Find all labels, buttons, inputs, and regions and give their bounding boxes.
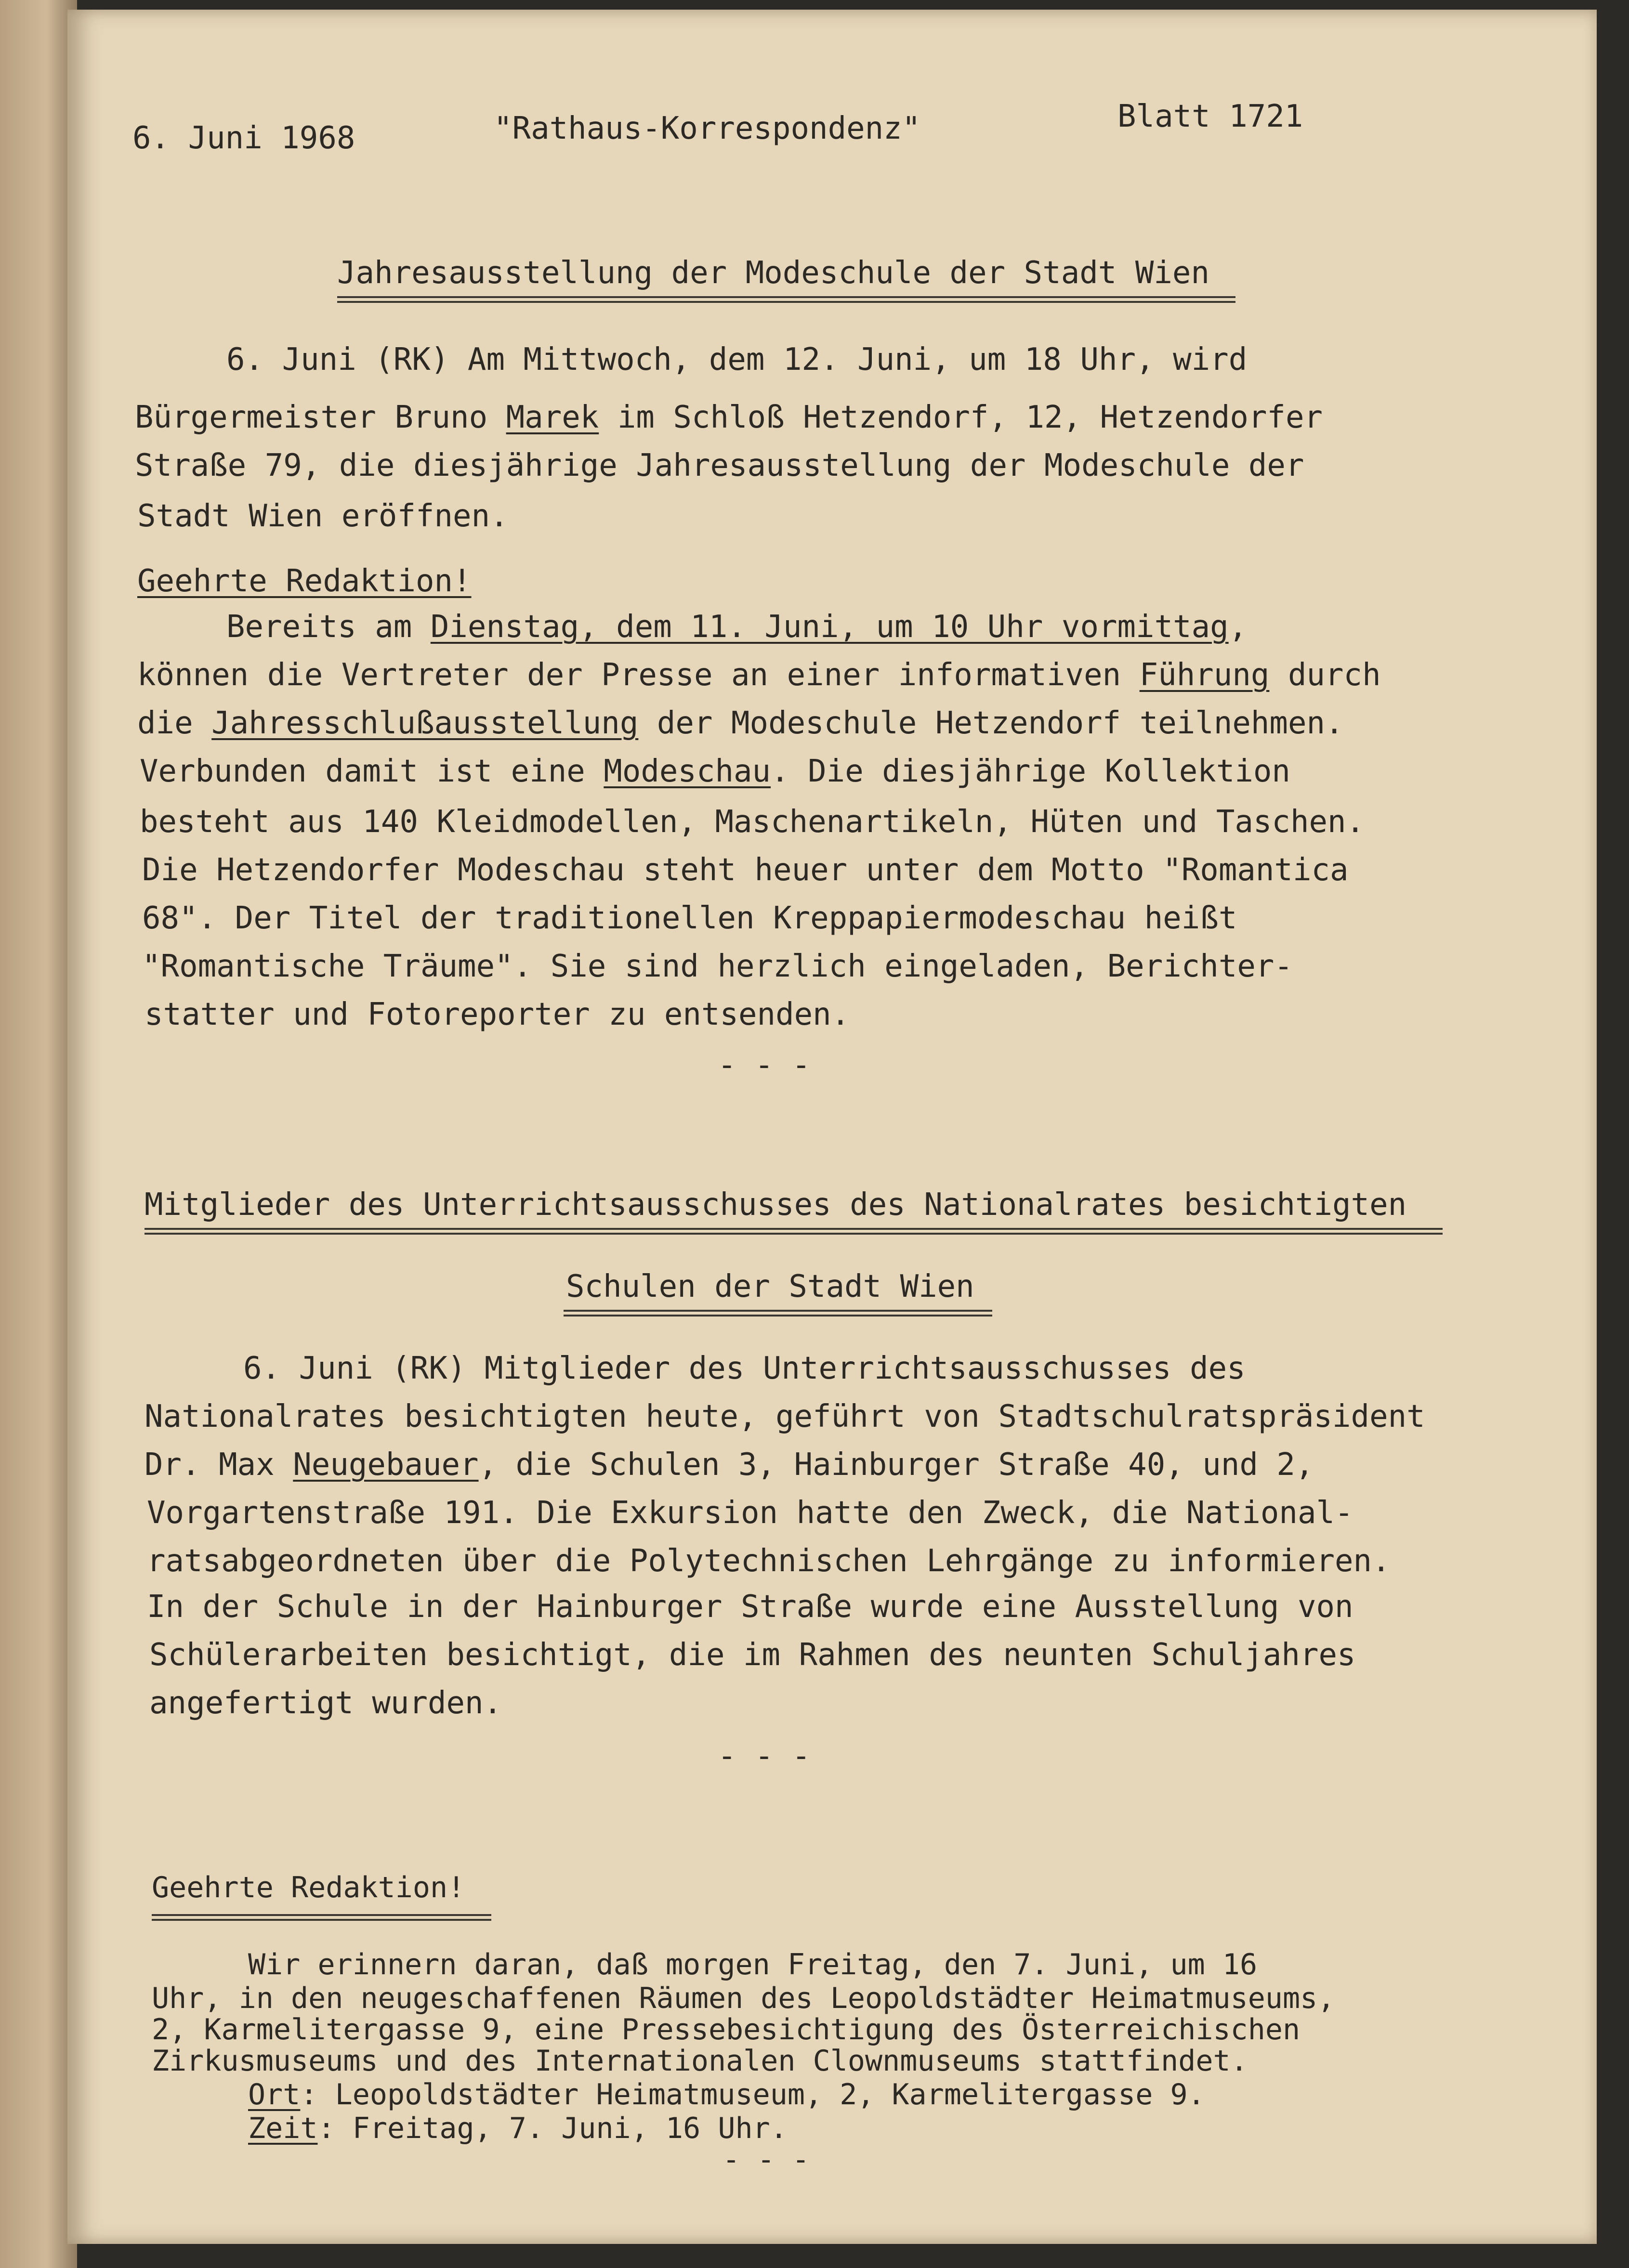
article2-line-6: In der Schule in der Hainburger Straße wurde eine Ausstellung von	[147, 1589, 1353, 1625]
article2-line-8: angefertigt wurden.	[149, 1685, 502, 1721]
article2-line-7: Schülerarbeiten besichtigt, die im Rahmen des neunten Schuljahres	[149, 1637, 1356, 1673]
article2-title-line-2: Schulen der Stadt Wien	[566, 1269, 974, 1304]
article2-title-line-1: Mitglieder des Unterrichtsausschusses des Nationalrates besichtigten	[145, 1187, 1407, 1223]
book-binding	[0, 0, 77, 2268]
article2-line-5: ratsabgeordneten über die Polytechnischen Lehrgänge zu informieren.	[147, 1543, 1391, 1579]
article2-end-mark: - - -	[718, 1738, 811, 1774]
article1-body-1: Bereits am Dienstag, dem 11. Juni, um 10 Uhr vormittag,	[226, 609, 1248, 645]
article3-salutation-rule	[152, 1914, 491, 1921]
article1-body-5: besteht aus 140 Kleidmodellen, Maschenartikeln, Hüten und Taschen.	[140, 804, 1365, 840]
article3-end-mark: - - -	[723, 2143, 810, 2177]
article3-place-label: Ort	[248, 2078, 301, 2112]
article1-body-2: können die Vertreter der Presse an einer informativen Führung durch	[137, 657, 1381, 693]
article2-line-4: Vorgartenstraße 191. Die Exkursion hatte den Zweck, die National-	[147, 1495, 1353, 1531]
article3-time-label: Zeit	[248, 2112, 318, 2145]
article3-time: : Freitag, 7. Juni, 16 Uhr.	[317, 2112, 788, 2145]
article1-end-mark: - - -	[718, 1047, 811, 1083]
article3-line-4: Zirkusmuseums und des Internationalen Clownmuseums stattfindet.	[152, 2044, 1248, 2078]
article1-body-8: "Romantische Träume". Sie sind herzlich eingeladen, Berichter-	[142, 949, 1293, 984]
article3-line-2: Uhr, in den neugeschaffenen Räumen des Leopoldstädter Heimatmuseums,	[152, 1981, 1335, 2015]
article1-title: Jahresausstellung der Modeschule der Stadt Wien	[337, 255, 1209, 291]
article3-time-line	[248, 2114, 788, 2143]
article1-body-3: die Jahresschlußausstellung der Modeschule Hetzendorf teilnehmen.	[137, 705, 1344, 741]
article3-place-line	[248, 2078, 1205, 2112]
article2-line-2: Nationalrates besichtigten heute, geführt von Stadtschulratspräsident	[145, 1399, 1425, 1434]
article1-line-2: Bürgermeister Bruno Marek im Schloß Hetzendorf, 12, Hetzendorfer	[135, 400, 1323, 435]
header-publication: "Rathaus-Korrespondenz"	[494, 111, 921, 146]
article3-place: : Leopoldstädter Heimatmuseum, 2, Karmelitergasse 9.	[300, 2078, 1205, 2112]
header-sheet-number: Blatt 1721	[1117, 99, 1303, 134]
article2-title-rule-1	[145, 1228, 1443, 1235]
article1-body-6: Die Hetzendorfer Modeschau steht heuer unter dem Motto "Romantica	[142, 852, 1349, 888]
article2-line-1: 6. Juni (RK) Mitglieder des Unterrichtsausschusses des	[243, 1351, 1246, 1386]
article1-salutation: Geehrte Redaktion!	[137, 563, 472, 599]
article3-salutation: Geehrte Redaktion!	[152, 1871, 465, 1904]
article3-line-3: 2, Karmelitergasse 9, eine Pressebesichtigung des Österreichischen	[152, 2013, 1301, 2046]
article1-body-7: 68". Der Titel der traditionellen Kreppapiermodeschau heißt	[142, 900, 1237, 936]
article2-title-rule-2	[564, 1310, 992, 1316]
article1-body-9: statter und Fotoreporter zu entsenden.	[145, 997, 850, 1032]
article1-title-rule	[337, 296, 1235, 303]
article1-line-3: Straße 79, die diesjährige Jahresausstellung der Modeschule der	[135, 448, 1304, 483]
article1-line-1: 6. Juni (RK) Am Mittwoch, dem 12. Juni, um 18 Uhr, wird	[226, 342, 1248, 378]
article2-line-3: Dr. Max Neugebauer, die Schulen 3, Hainburger Straße 40, und 2,	[145, 1447, 1314, 1483]
header-date: 6. Juni 1968	[132, 120, 355, 156]
article3-line-1: Wir erinnern daran, daß morgen Freitag, den 7. Juni, um 16	[248, 1948, 1258, 1981]
article1-line-4: Stadt Wien eröffnen.	[137, 498, 509, 534]
article1-body-4: Verbunden damit ist eine Modeschau. Die diesjährige Kollektion	[140, 754, 1290, 789]
